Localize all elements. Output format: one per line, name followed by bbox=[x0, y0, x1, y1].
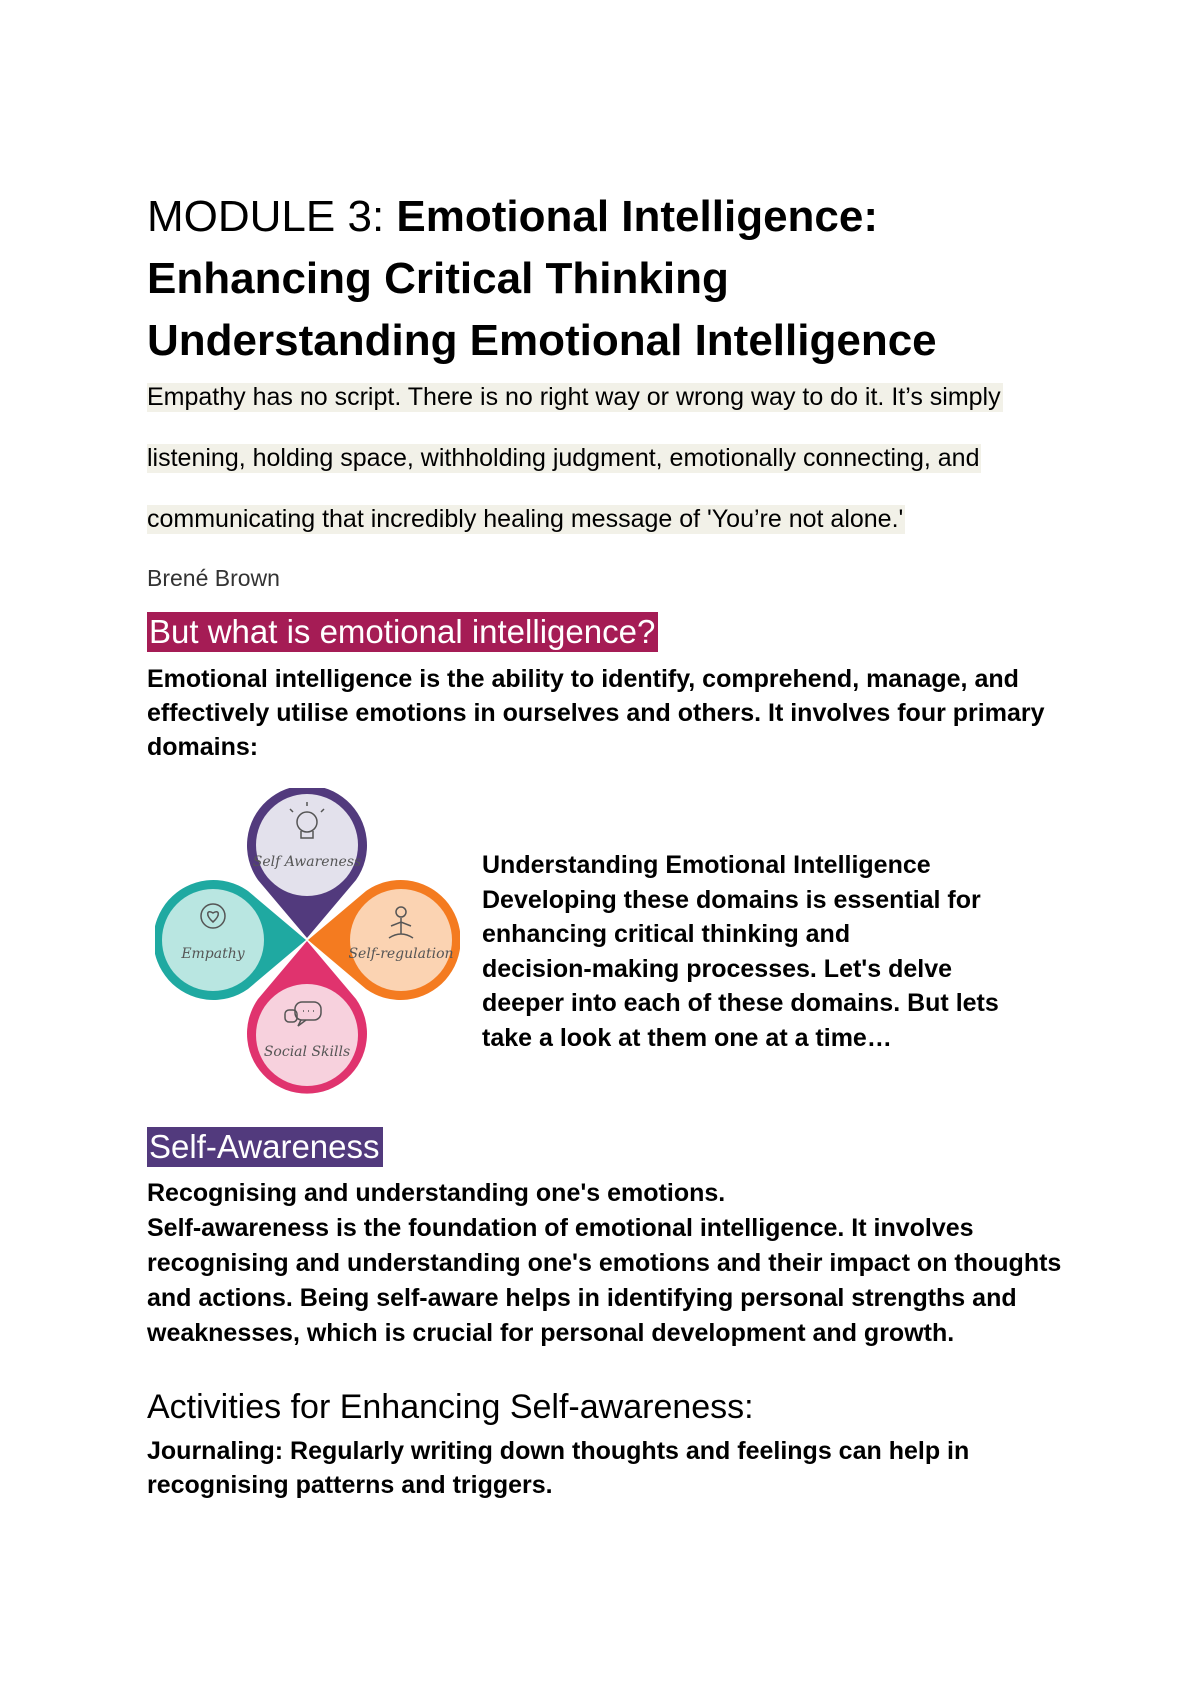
title-main: Emotional Intelligence: bbox=[396, 192, 879, 241]
diagram-text-line: take a look at them one at a time… bbox=[482, 1023, 892, 1052]
diagram-text-line: Developing these domains is essential for bbox=[482, 885, 981, 914]
quote-line: listening, holding space, withholding judgment, emotionally connecting, and bbox=[147, 444, 980, 472]
label-social-skills: Social Skills bbox=[263, 1044, 351, 1060]
page-title bbox=[147, 186, 1077, 372]
self-awareness-body: Self-awareness is the foundation of emotional intelligence. It involves recognising and understanding one's emotions and their impact on thoughts and actions. Being self-aware helps in identifying personal strengths and weaknesses, which is crucial for personal development and growth. bbox=[147, 1214, 1062, 1347]
diagram-text-line: deeper into each of these domains. But lets bbox=[482, 989, 999, 1017]
ei-definition: Emotional intelligence is the ability to identify, comprehend, manage, and effectively utilise emotions in ourselves and others. It involves four primary domains: bbox=[147, 665, 1045, 761]
section-heading-what-is-ei: But what is emotional intelligence? bbox=[147, 612, 658, 652]
activities-heading: Activities for Enhancing Self-awareness: bbox=[147, 1388, 754, 1426]
diagram-description bbox=[482, 848, 1082, 1055]
module-prefix: MODULE 3: bbox=[147, 192, 397, 241]
ei-domains-diagram bbox=[155, 788, 460, 1098]
label-empathy: Empathy bbox=[181, 946, 245, 962]
quote-author: Brené Brown bbox=[147, 565, 280, 591]
journaling-activity: Journaling: Regularly writing down thoughts and feelings can help in recognising patterns and triggers. bbox=[147, 1437, 970, 1499]
title-line-2: Enhancing Critical Thinking bbox=[147, 254, 729, 303]
title-line-1 bbox=[147, 186, 1077, 248]
diagram-text-line: enhancing critical thinking and bbox=[482, 920, 851, 948]
diagram-text-line: decision-making processes. Let's delve bbox=[482, 954, 953, 983]
title-line-3: Understanding Emotional Intelligence bbox=[147, 316, 937, 365]
self-awareness-subheading: Recognising and understanding one's emotions. bbox=[147, 1179, 726, 1207]
quote-block bbox=[147, 380, 1077, 563]
quote-line: Empathy has no script. There is no right way or wrong way to do it. It’s simply bbox=[147, 383, 1001, 411]
diagram-text-line: Understanding Emotional Intelligence bbox=[482, 851, 931, 879]
label-self-regulation: Self-regulation bbox=[348, 946, 454, 962]
quote-line: communicating that incredibly healing message of 'You’re not alone.' bbox=[147, 505, 904, 533]
label-self-awareness: Self Awareness bbox=[252, 854, 362, 870]
section-heading-self-awareness: Self-Awareness bbox=[147, 1127, 383, 1167]
